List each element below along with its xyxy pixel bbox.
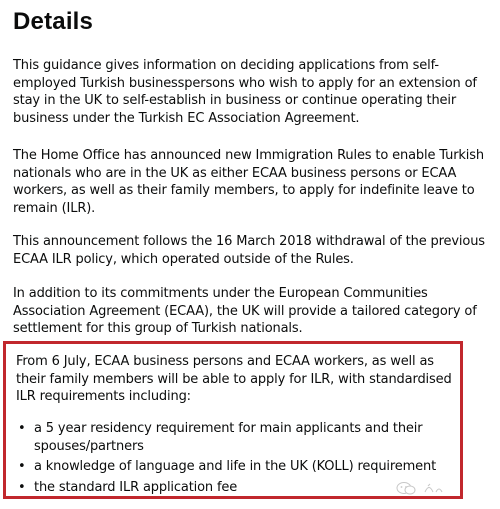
intro-paragraph: This guidance gives information on deciding applications from self-employed Turkish businesspersons who wish to apply for an extension of stay in the UK to self-establish in business or continue operating their business under the Turkish EC Association Agreement.: [13, 58, 477, 126]
bullet-icon: •: [18, 479, 26, 495]
bullet-icon: •: [18, 459, 26, 475]
list-item: [16, 420, 461, 455]
withdrawal-paragraph: This announcement follows the 16 March 2018 withdrawal of the previous ECAA ILR policy, which operated outside of the Rules.: [13, 234, 485, 267]
requirements-intro: From 6 July, ECAA business persons and ECAA workers, as well as their family members will be able to apply for ILR, with standardised ILR requirements including:: [16, 354, 452, 405]
requirement-text: a knowledge of language and life in the UK (KOLL) requirement: [34, 459, 437, 475]
bullet-icon: •: [18, 421, 26, 436]
highlighted-requirements-box: [3, 341, 463, 499]
wechat-watermark-icon: [395, 480, 443, 496]
requirement-text: a 5 year residency requirement for main applicants and their spouses/partners: [34, 421, 423, 454]
page-title: Details: [13, 8, 94, 35]
list-item: [16, 458, 461, 476]
requirement-text: the standard ILR application fee: [34, 479, 238, 495]
commitments-paragraph: In addition to its commitments under the European Communities Association Agreement (ECAA), the UK will provide a tailored category of settlement for this group of Turkish nationals.: [13, 286, 477, 337]
announcement-paragraph: The Home Office has announced new Immigration Rules to enable Turkish nationals who are in the UK as either ECAA business persons or ECAA workers, as well as their family members, to apply for indefinite leave to remain (ILR).: [13, 148, 484, 216]
